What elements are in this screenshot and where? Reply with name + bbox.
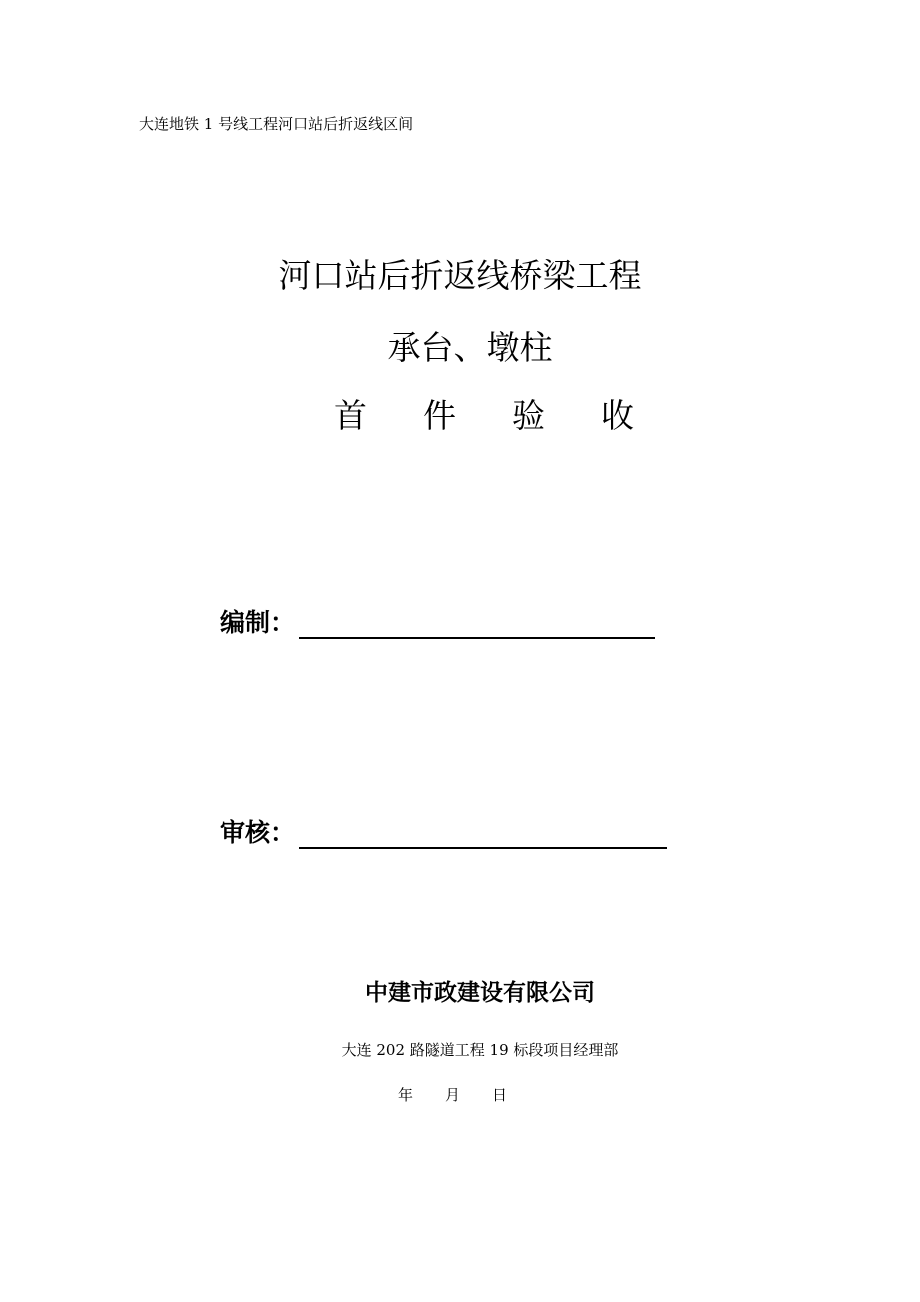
reviewed-by-row [220, 813, 667, 849]
document-title: 河口站后折返线桥梁工程 [278, 256, 642, 295]
date-year: 年 [398, 1086, 414, 1104]
reviewed-by-label: 审核： [220, 818, 296, 847]
company-name: 中建市政建设有限公司 [365, 980, 595, 1006]
acceptance-title [334, 390, 634, 437]
acceptance-char: 收 [601, 396, 634, 435]
compiled-by-signature-line [299, 609, 655, 639]
acceptance-char: 件 [423, 396, 456, 435]
date-day: 日 [492, 1086, 508, 1104]
document-subtitle: 承台、墩柱 [387, 328, 553, 367]
acceptance-char: 首 [334, 396, 367, 435]
reviewed-by-signature-line [299, 819, 667, 849]
department-name: 大连 202 路隧道工程 19 标段项目经理部 [341, 1041, 619, 1059]
compiled-by-row [220, 603, 655, 639]
date-row [398, 1084, 539, 1105]
date-month: 月 [445, 1086, 461, 1104]
acceptance-char: 验 [512, 396, 545, 435]
compiled-by-label: 编制： [220, 608, 296, 637]
header-note: 大连地铁 1 号线工程河口站后折返线区间 [139, 115, 414, 133]
